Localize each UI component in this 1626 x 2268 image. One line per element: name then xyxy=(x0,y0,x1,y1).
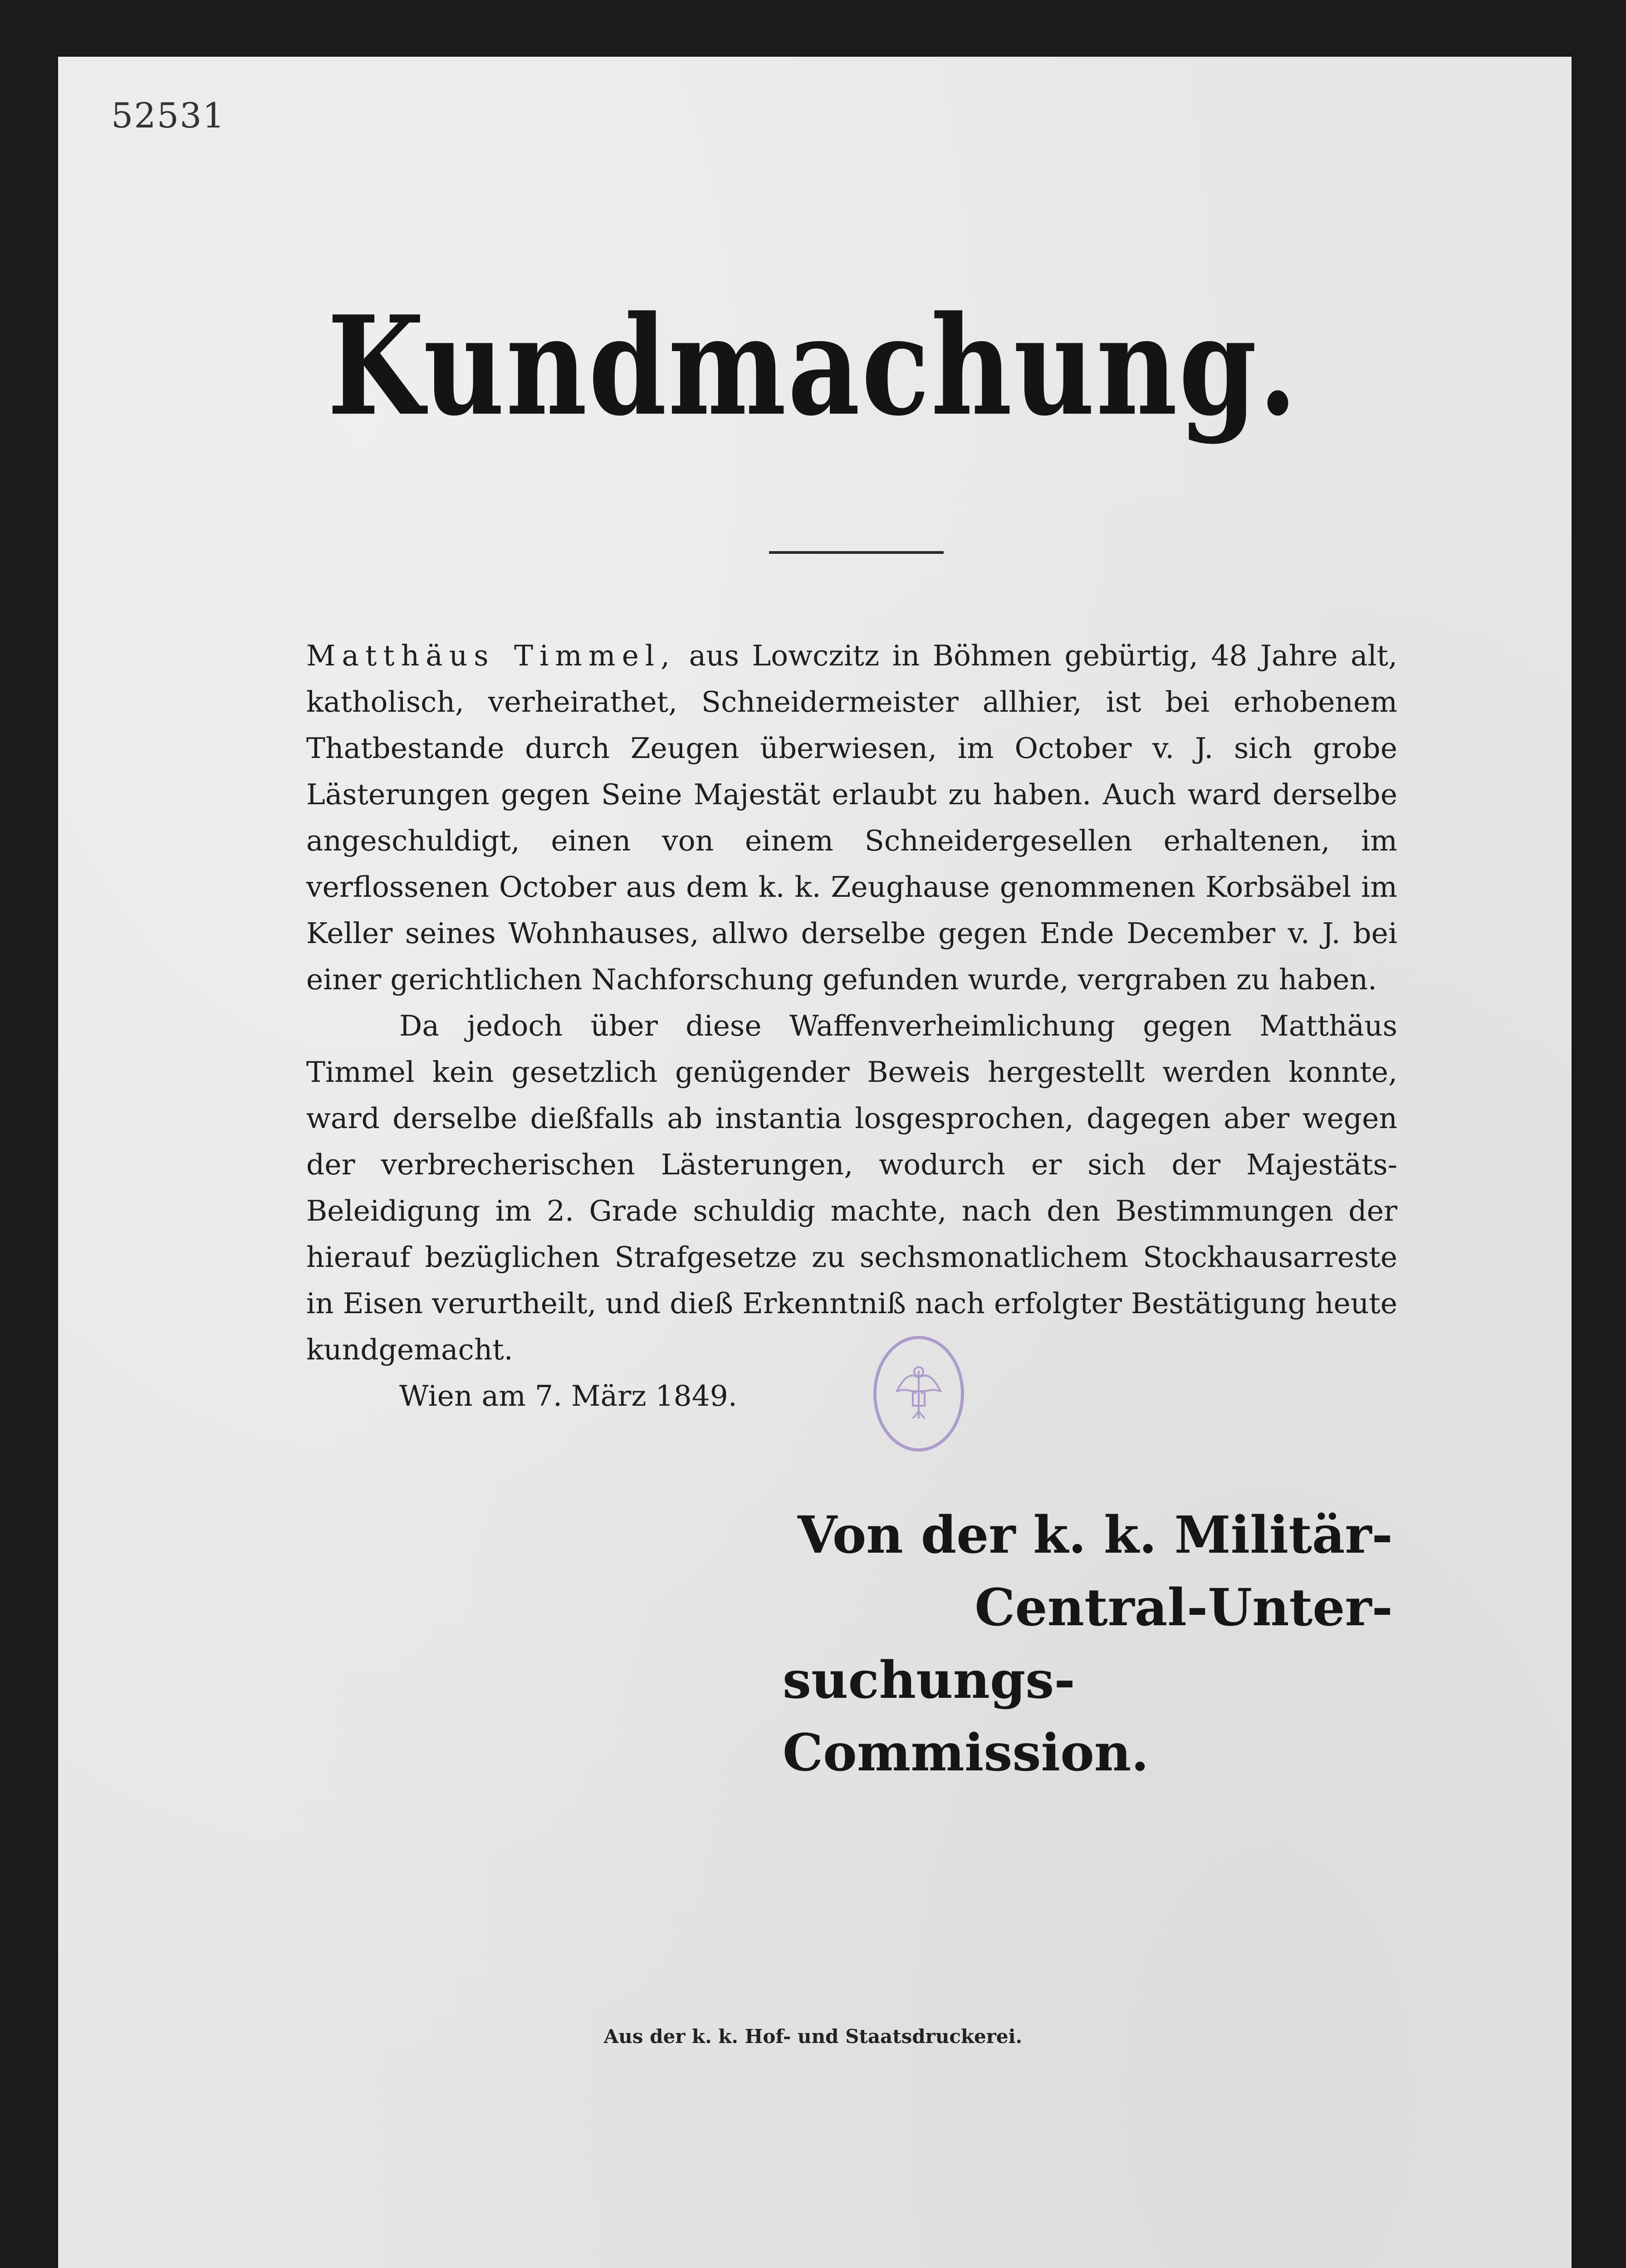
issuing-authority xyxy=(626,1499,1397,1789)
paragraph-1 xyxy=(306,633,1397,1003)
signature-line-1: Von der k. k. Militär-Central-Unter- xyxy=(798,1505,1393,1637)
signature-line-2: suchungs-Commission. xyxy=(783,1651,1149,1783)
date-line: Wien am 7. März 1849. xyxy=(399,1379,737,1413)
title-divider xyxy=(769,551,944,554)
printer-imprint: Aus der k. k. Hof- und Staatsdruckerei. xyxy=(603,2025,1023,2048)
accused-name: Matthäus Timmel, xyxy=(306,639,676,672)
document-title: Kundmachung. xyxy=(327,286,1299,446)
inventory-number: 52531 xyxy=(111,95,225,136)
paragraph-2: Da jedoch über diese Waffenverheimlichung gegen Matthäus Timmel kein gesetzlich genügender Beweis hergestellt werden konnte, ward derselbe dießfalls ab instantia losgesprochen, dagegen aber wegen der verbrecherischen Lästerungen, wodurch er sich der Majestäts-Beleidigung im 2. Grade schuldig machte, nach den Bestimmungen der hierauf bezüglichen Strafgesetze zu sechsmonatlichem Stockhausarreste in Eisen verurtheilt, und dieß Erkenntniß nach erfolgter Bestätigung heute kundgemacht. xyxy=(306,1009,1397,1366)
document-body xyxy=(306,633,1397,1419)
library-stamp-icon xyxy=(873,1336,964,1452)
paragraph-1-text: aus Lowczitz in Böhmen gebürtig, 48 Jahre alt, katholisch, verheirathet, Schneidermeister allhier, ist bei erhobenem Thatbestande durch Zeugen überwiesen, im October v. J. sich grobe Lästerungen gegen Seine Majestät erlaubt zu haben. Auch ward derselbe angeschuldigt, einen von einem Schneidergesellen erhaltenen, im verflossenen October aus dem k. k. Zeughause genommenen Korbsäbel im Keller seines Wohnhauses, allwo derselbe gegen Ende December v. J. bei einer gerichtlichen Nachforschung gefunden wurde, vergraben zu haben. xyxy=(306,639,1398,996)
eagle-icon xyxy=(877,1339,961,1448)
